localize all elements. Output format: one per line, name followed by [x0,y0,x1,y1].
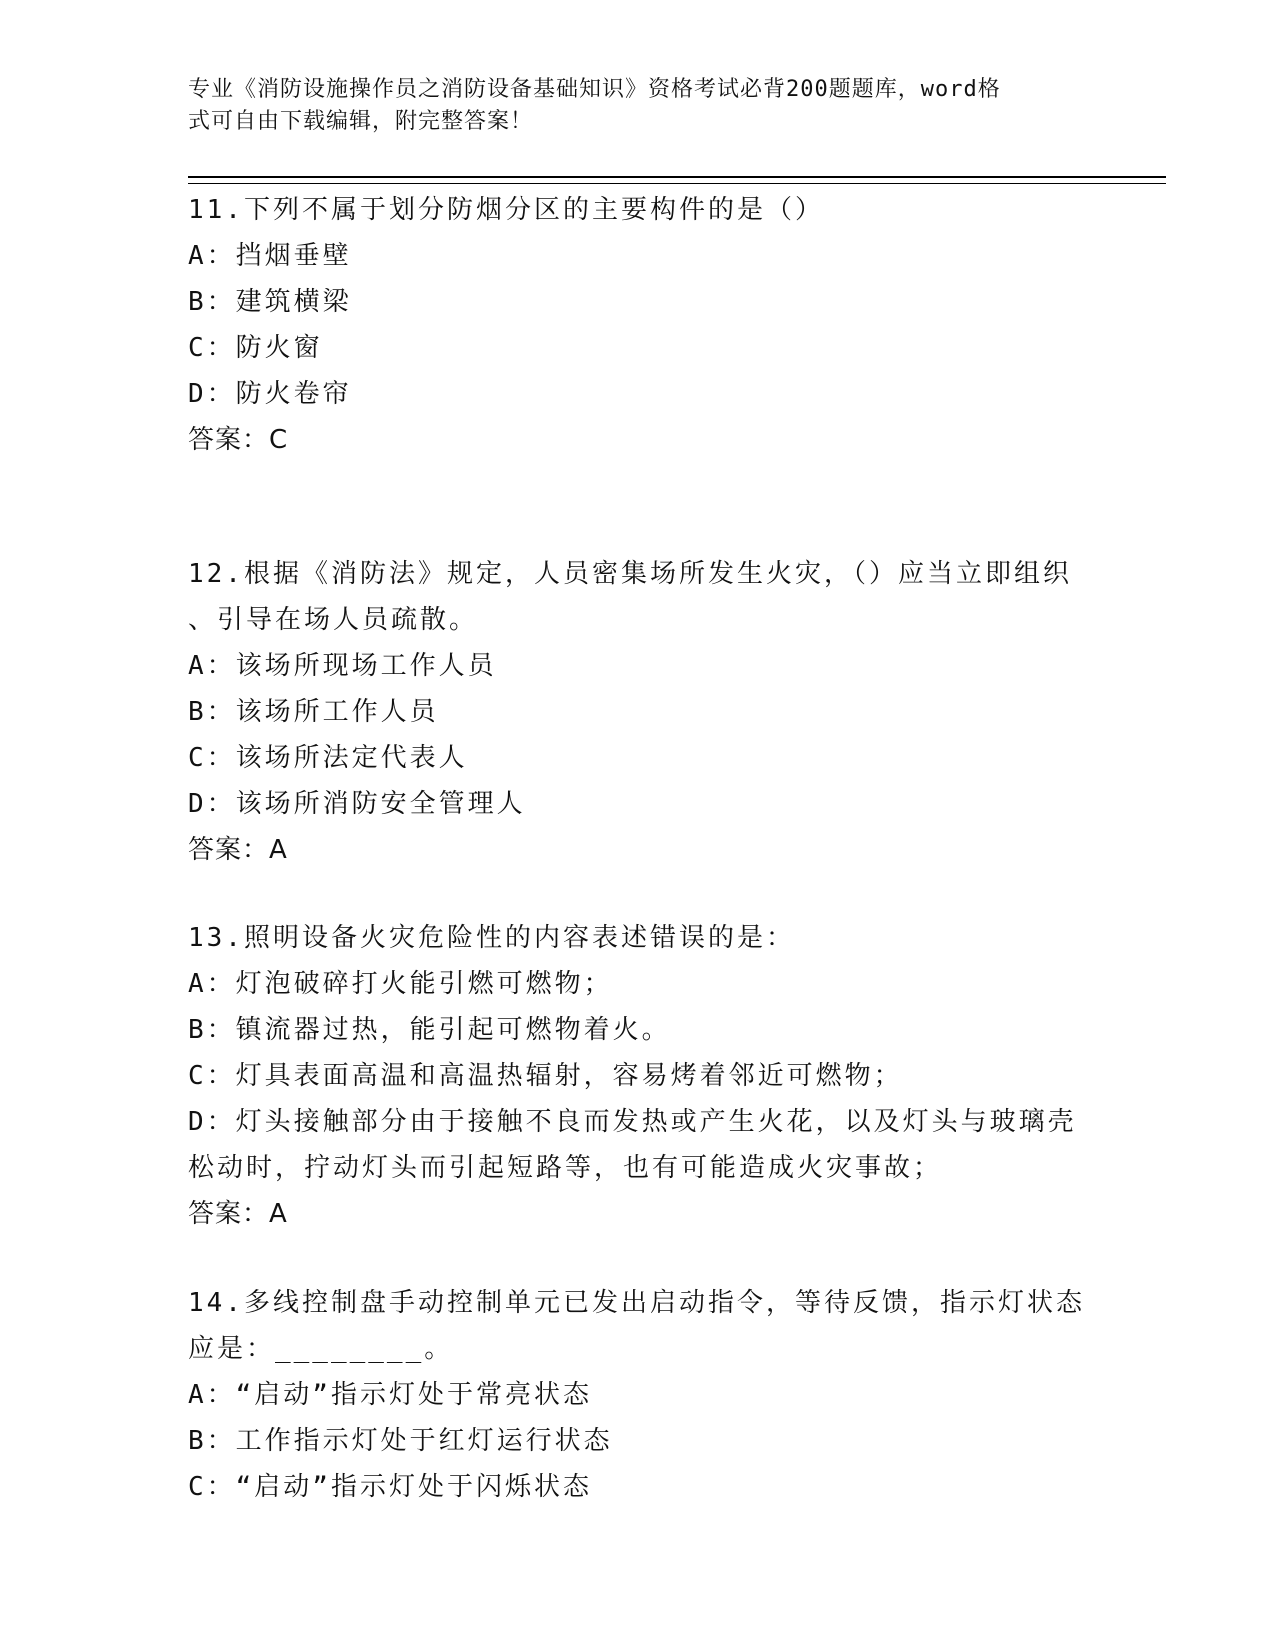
answer: 答案：C [188,425,289,455]
question-11 [188,187,1088,463]
option-b: B：该场所工作人员 [188,697,439,727]
answer: 答案：A [188,1199,288,1229]
question-stem: 11.下列不属于划分防烟分区的主要构件的是（） [188,195,824,225]
question-stem: 12.根据《消防法》规定，人员密集场所发生火灾，（）应当立即组织 [188,559,1072,589]
option-b: B：工作指示灯处于红灯运行状态 [188,1426,613,1456]
question-14 [188,1280,1088,1510]
document-header [188,74,1088,138]
option-d-continued: 松动时，拧动灯头而引起短路等，也有可能造成火灾事故； [188,1153,943,1183]
option-a: A：灯泡破碎打火能引燃可燃物； [188,969,613,999]
option-b: B：建筑横梁 [188,287,352,317]
question-stem-continued: 、引导在场人员疏散。 [188,605,479,635]
option-b: B：镇流器过热，能引起可燃物着火。 [188,1015,671,1045]
question-12 [188,551,1088,873]
option-c: C：“启动”指示灯处于闪烁状态 [188,1472,592,1502]
option-c: C：灯具表面高温和高温热辐射，容易烤着邻近可燃物； [188,1061,903,1091]
header-line-1: 专业《消防设施操作员之消防设备基础知识》资格考试必背200题题库，word格 [188,77,1001,102]
option-d: D：防火卷帘 [188,379,352,409]
question-stem-continued: 应是：________。 [188,1334,454,1364]
header-rule-thin [188,183,1166,184]
option-a: A：挡烟垂壁 [188,241,352,271]
option-a: A：该场所现场工作人员 [188,651,497,681]
header-rule-thick [188,176,1166,178]
question-stem: 14.多线控制盘手动控制单元已发出启动指令，等待反馈，指示灯状态 [188,1288,1085,1318]
question-stem: 13.照明设备火灾危险性的内容表述错误的是： [188,923,795,953]
header-line-2: 式可自由下载编辑，附完整答案！ [188,109,534,134]
answer: 答案：A [188,835,288,865]
option-a: A：“启动”指示灯处于常亮状态 [188,1380,592,1410]
option-d: D：该场所消防安全管理人 [188,789,526,819]
option-d: D：灯头接触部分由于接触不良而发热或产生火花，以及灯头与玻璃壳 [188,1107,1077,1137]
question-13 [188,915,1088,1237]
option-c: C：该场所法定代表人 [188,743,468,773]
option-c: C：防火窗 [188,333,323,363]
